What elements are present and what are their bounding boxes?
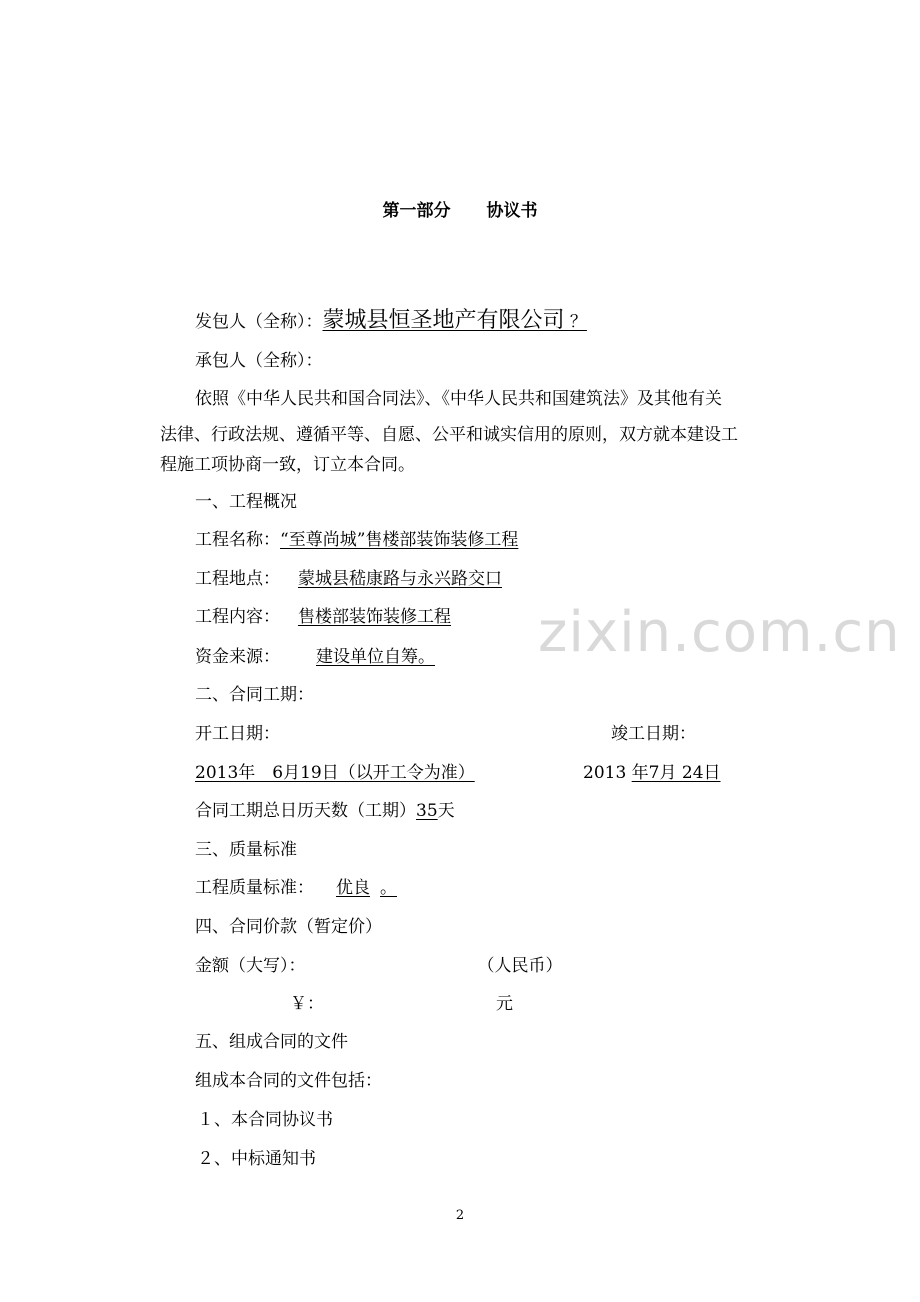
preamble-line-1: 依照《中华人民共和国合同法》、《中华人民共和国建筑法》及其他有关 <box>195 389 722 409</box>
section-2-heading: 二、合同工期： <box>195 685 314 705</box>
employer-value-underlined <box>322 308 587 333</box>
end-year: 2013 <box>583 763 627 783</box>
part-label: 第一部分 <box>382 201 451 221</box>
quality-value: 优良 <box>336 878 370 898</box>
project-name-value: “至尊尚城”售楼部装饰装修工程 <box>280 530 519 550</box>
project-site-value: 蒙城县嵇康路与永兴路交口 <box>298 569 502 589</box>
document-item-2: ２、中标通知书 <box>197 1149 316 1169</box>
project-site-value-wrap <box>280 569 516 589</box>
employer-mark: ？ <box>569 312 587 332</box>
start-date-value: 2013年 6月19日（以开工令为准） <box>195 763 475 783</box>
employer-label: 发包人（全称）： <box>195 312 323 332</box>
project-name-line <box>195 529 544 551</box>
start-date-value-line <box>195 762 475 784</box>
section-4-heading: 四、合同价款（暂定价） <box>195 917 382 937</box>
documents-intro: 组成本合同的文件包括： <box>195 1071 382 1091</box>
end-date-value-line <box>583 762 721 784</box>
project-name-label: 工程名称： <box>195 530 280 550</box>
end-date-label: 竣工日期： <box>611 724 696 744</box>
project-site-line <box>195 568 516 590</box>
start-date-label: 开工日期： <box>195 724 280 744</box>
quality-end: 。 <box>380 878 397 898</box>
watermark-visible: zixin.com.cn <box>538 600 901 665</box>
project-scope-value: 售楼部装饰装修工程 <box>298 607 451 627</box>
total-days-label: 合同工期总日历天数（工期） <box>195 801 416 821</box>
fund-source-line <box>195 646 435 668</box>
section-5-heading: 五、组成合同的文件 <box>195 1032 348 1052</box>
quality-label: 工程质量标准： <box>195 878 314 898</box>
project-scope-value-wrap <box>280 607 451 627</box>
employer-line <box>195 310 587 333</box>
employer-value: 蒙城县恒圣地产有限公司 <box>322 308 565 333</box>
section-3-heading: 三、质量标准 <box>195 840 297 860</box>
amount-words-unit: （人民币） <box>477 956 563 976</box>
contractor-label: 承包人（全称）： <box>195 351 323 371</box>
amount-words-label: 金额（大写）： <box>195 956 306 976</box>
title-name: 协议书 <box>486 201 538 221</box>
preamble-line-3: 程施工项协商一致，订立本合同。 <box>160 455 415 475</box>
fund-source-value: 建设单位自筹。 <box>316 647 435 667</box>
quality-value-wrap <box>314 878 401 898</box>
amount-figure-line <box>290 993 513 1015</box>
amount-figure-unit: 元 <box>496 994 513 1014</box>
page-title <box>0 196 920 221</box>
amount-words-line <box>195 955 563 977</box>
total-days-unit: 天 <box>437 801 455 821</box>
project-name-value-wrap <box>280 530 544 550</box>
page-number: 2 <box>455 1208 465 1223</box>
project-scope-label: 工程内容： <box>195 607 280 627</box>
amount-figure-blank <box>324 994 496 1014</box>
project-scope-line <box>195 606 451 628</box>
amount-figure-label: ￥： <box>290 994 324 1014</box>
fund-source-label: 资金来源： <box>195 647 280 667</box>
total-days-line <box>195 800 455 822</box>
preamble-line-2: 法律、行政法规、遵循平等、自愿、公平和诚实信用的原则，双方就本建设工 <box>160 425 738 445</box>
end-date-value: 年7月 24日 <box>631 763 721 783</box>
amount-words-blank <box>306 956 478 976</box>
document-item-1: １、本合同协议书 <box>197 1110 333 1130</box>
contractor-line <box>195 350 323 372</box>
fund-source-value-wrap <box>280 647 435 667</box>
quality-line <box>195 877 401 899</box>
project-site-label: 工程地点： <box>195 569 280 589</box>
section-1-heading: 一、工程概况 <box>195 492 297 512</box>
total-days-value: 35 <box>416 801 438 821</box>
